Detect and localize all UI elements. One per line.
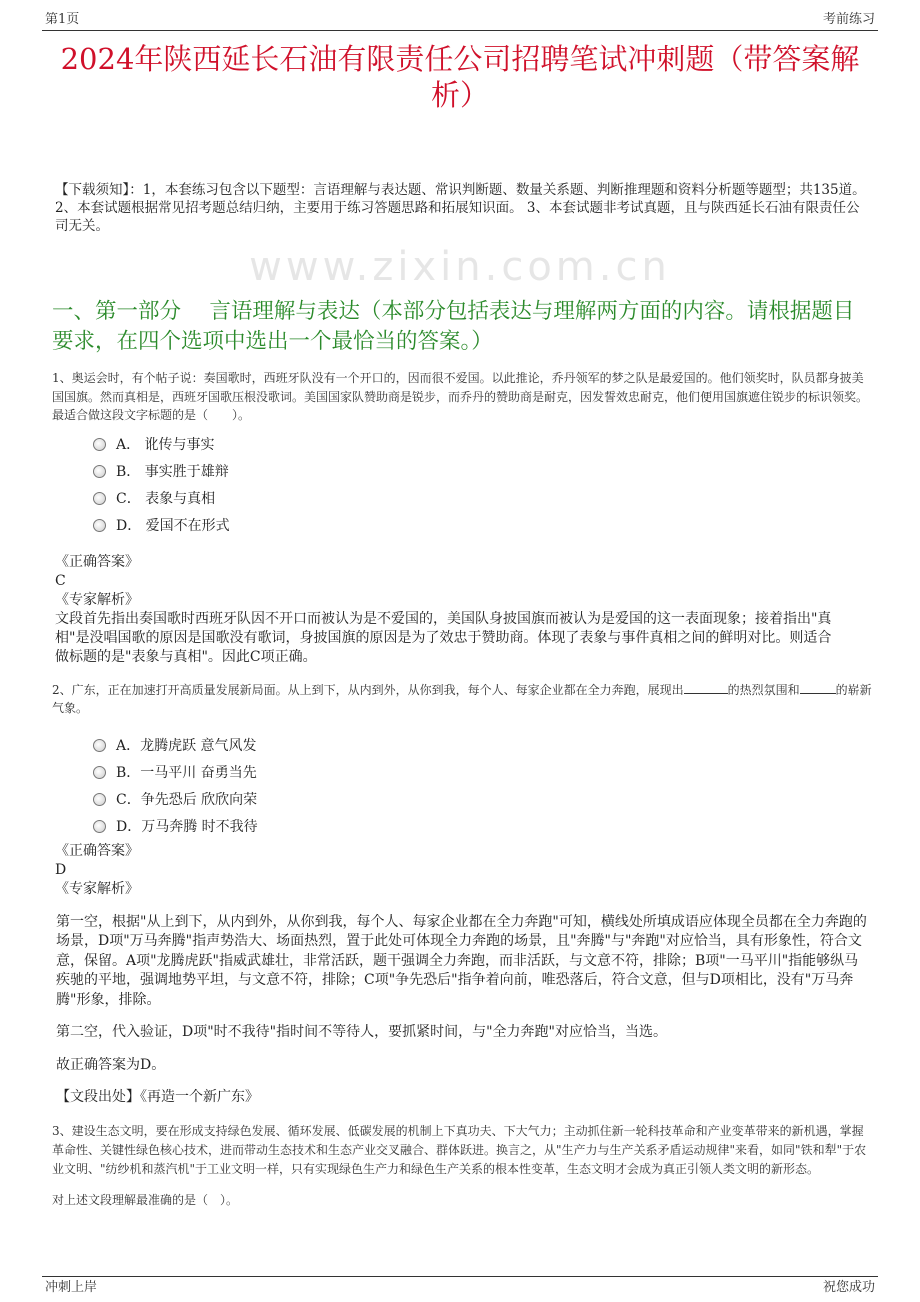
q2-option-d[interactable] — [93, 813, 878, 840]
radio-icon[interactable] — [93, 465, 106, 478]
page-footer — [42, 1276, 878, 1296]
q2-analysis-1: 第一空，根据"从上到下，从内到外，从你到我，每个人、每家企业都在全力奔跑"可知，横线处所填成语应体现全员都在全力奔跑的场景，D项"万马奔腾"指声势浩大、场面热烈，置于此处可体现全力奔跑的场景，且"奔腾"与"奔跑"对应恰当，具有形象性，符合文意，保留。A项"龙腾虎跃"指威武雄壮，非常活跃，题干强调全力奔跑，而非活跃，与文意不符，排除；B项"一马平川"指能够纵马疾驰的平地，强调地势平坦，与文意不符，排除；C项"争先恐后"指争着向前，唯恐落后，符合文意，但与D项相比，没有"万马奔腾"形象，排除。 — [56, 913, 867, 1008]
q1-option-a[interactable] — [93, 431, 878, 458]
option-label: A．龙腾虎跃 意气风发 — [116, 738, 257, 754]
option-label: B． 事实胜于雄辩 — [116, 464, 229, 480]
footer-left: 冲刺上岸 — [45, 1280, 98, 1295]
question-1-prompt: 最适合做这段文字标题的是（ ）。 — [52, 408, 251, 422]
question-2-text — [52, 681, 875, 718]
radio-icon[interactable] — [93, 492, 106, 505]
q2-option-a[interactable] — [93, 732, 878, 759]
option-label: C．争先恐后 欣欣向荣 — [116, 792, 258, 808]
radio-icon[interactable] — [93, 820, 106, 833]
q2-analysis-3: 故正确答案为D。 — [56, 1056, 166, 1073]
q1-option-d[interactable] — [93, 512, 878, 539]
q2-analysis-label: 《专家解析》 — [55, 880, 139, 897]
q2-text-b: 的热烈氛围和 — [727, 682, 800, 697]
radio-icon[interactable] — [93, 519, 106, 532]
q2-answer-label: 《正确答案》 — [55, 842, 139, 859]
q2-option-c[interactable] — [93, 786, 878, 813]
radio-icon[interactable] — [93, 739, 106, 752]
header-label: 考前练习 — [822, 12, 875, 27]
document-title: 2024年陕西延长石油有限责任公司招聘笔试冲刺题（带答案解析） — [60, 42, 860, 112]
option-label: D． 爱国不在形式 — [116, 518, 230, 534]
question-1-text: 1、奥运会时，有个帖子说：奏国歌时，西班牙队没有一个开口的，因而很不爱国。以此推论，乔丹领军的梦之队是最爱国的。他们领奖时，队员都身披美国国旗。然而真相是，西班牙国歌压根没歌词。美国国家队赞助商是锐步，而乔丹的赞助商是耐克，因发誓效忠耐克，他们便用国旗遮住锐步的标识领奖。 — [52, 371, 869, 404]
option-label: C． 表象与真相 — [116, 491, 216, 507]
q2-source: 【文段出处】《再造一个新广东》 — [56, 1089, 259, 1105]
q2-text-a: 2、广东，正在加速打开高质量发展新局面。从上到下，从内到外，从你到我，每个人、每家企业都在全力奔跑，展现出 — [52, 682, 684, 697]
option-label: D．万马奔腾 时不我待 — [116, 819, 258, 835]
q1-option-b[interactable] — [93, 458, 878, 485]
page-header — [42, 0, 878, 31]
q2-text-c: 的崭新气象。 — [52, 682, 872, 715]
q2-answer: D — [55, 861, 67, 878]
spacer — [42, 1209, 878, 1225]
radio-icon[interactable] — [93, 438, 106, 451]
watermark: www.zixin.com.cn — [249, 244, 671, 290]
q1-answer-label: 《正确答案》 — [55, 553, 139, 570]
q1-option-c[interactable] — [93, 485, 878, 512]
blank-1 — [684, 693, 728, 694]
question-3-text: 3、建设生态文明，要在形成支持绿色发展、循环发展、低碳发展的机制上下真功夫、下大气力；主动抓住新一轮科技革命和产业变革带来的新机遇，掌握革命性、关键性绿色核心技术，进而带动生态技术和生态产业交叉融合、群体跃进。换言之，从"生产力与生产关系矛盾运动规律"来看，如同"铁和犁"于农业文明、"纺纱机和蒸汽机"于工业文明一样，只有实现绿色生产力和绿色生产关系的根本性变革，生态文明才会成为真正引领人类文明的新形态。 — [52, 1123, 867, 1176]
q2-options — [93, 732, 878, 840]
option-label: B．一马平川 奋勇当先 — [116, 765, 257, 781]
q1-analysis-label: 《专家解析》 — [55, 591, 139, 608]
page-number: 第1页 — [45, 12, 80, 27]
q1-analysis: 文段首先指出奏国歌时西班牙队因不开口而被认为是不爱国的，美国队身披国旗而被认为是爱国的这一表面现象；接着指出"真相"是没唱国歌的原因是国歌没有歌词，身披国旗的原因是为了效忠于赞助商。体现了表象与事件真相之间的鲜明对比。则适合做标题的是"表象与真相"。因此C项正确。 — [55, 610, 832, 665]
q1-answer: C — [55, 572, 66, 589]
radio-icon[interactable] — [93, 793, 106, 806]
q2-option-b[interactable] — [93, 759, 878, 786]
radio-icon[interactable] — [93, 766, 106, 779]
footer-right: 祝您成功 — [822, 1280, 875, 1295]
option-label: A． 讹传与事实 — [116, 437, 215, 453]
download-notice: 【下载须知】：1，本套练习包含以下题型：言语理解与表达题、常识判断题、数量关系题、判断推理题和资料分析题等题型；共135道。 2、本套试题根据常见招考题总结归纳，主要用于练习答题思路和拓展知识面。 3、本套试题非考试真题，且与陕西延长石油有限责任公司无关。 — [55, 182, 866, 234]
blank-2 — [800, 693, 836, 694]
question-3-prompt: 对上述文段理解最准确的是（ ）。 — [52, 1192, 239, 1207]
section-heading: 一、第一部分 言语理解与表达（本部分包括表达与理解两方面的内容。请根据题目要求，在四个选项中选出一个最恰当的答案。） — [52, 299, 855, 354]
q1-options — [93, 431, 878, 539]
q2-analysis-2: 第二空，代入验证，D项"时不我待"指时间不等待人，要抓紧时间，与"全力奔跑"对应恰当，当选。 — [56, 1024, 667, 1040]
